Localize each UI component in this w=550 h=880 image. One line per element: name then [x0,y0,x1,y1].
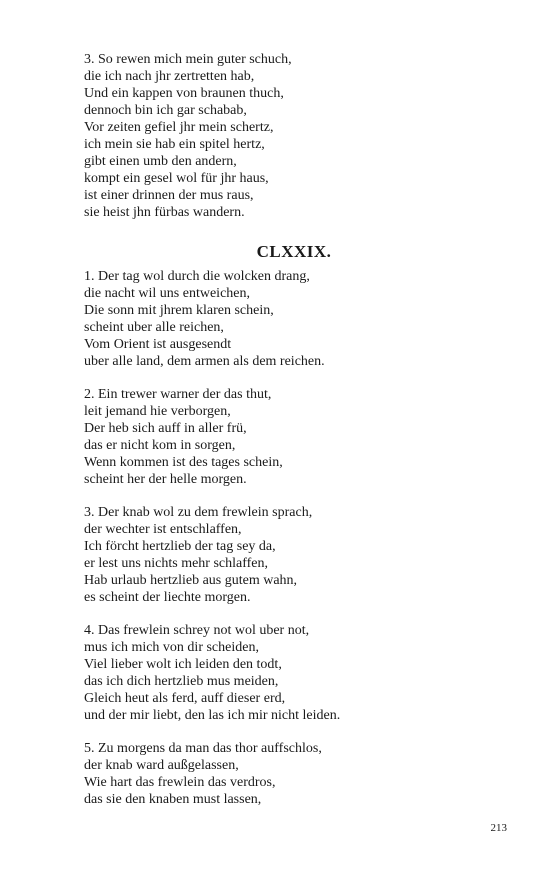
verse-line: sie heist jhn fürbas wandern. [84,205,245,220]
song-number-heading: CLXXIX. [256,242,332,261]
verse-line: Die sonn mit jhrem klaren schein, [84,303,274,318]
verse-line: das ich dich hertzlieb mus meiden, [84,674,279,689]
stanza-1 [84,268,325,370]
verse-line: Gleich heut als ferd, auff dieser erd, [84,691,286,706]
verse-line: Vom Orient ist ausgesendt [84,337,232,352]
verse-line: ist einer drinnen der mus raus, [84,188,254,203]
verse-line: ich mein sie hab ein spitel hertz, [84,137,265,152]
verse-line: die nacht wil uns entweichen, [84,286,251,301]
page-number: 213 [490,822,507,834]
verse-line: scheint uber alle reichen, [84,320,224,335]
verse-line: Ich förcht hertzlieb der tag sey da, [84,539,276,554]
verse-line: Wenn kommen ist des tages schein, [84,455,283,470]
verse-line: 3. So rewen mich mein guter schuch, [84,52,292,67]
stanza-3-previous-song [84,51,292,221]
verse-line: Viel lieber wolt ich leiden den todt, [84,657,282,672]
stanza-5 [84,740,322,808]
verse-line: der wechter ist entschlaffen, [84,522,242,537]
verse-line: Vor zeiten gefiel jhr mein schertz, [84,120,274,135]
verse-line: dennoch bin ich gar schabab, [84,103,247,118]
verse-line: und der mir liebt, den las ich mir nicht leiden. [84,708,341,723]
verse-line: gibt einen umb den andern, [84,154,237,169]
verse-line: 3. Der knab wol zu dem frewlein sprach, [84,505,313,520]
verse-line: der knab ward außgelassen, [84,758,239,773]
verse-line: 5. Zu morgens da man das thor auffschlos, [84,741,322,756]
stanza-2 [84,386,283,488]
verse-line: Hab urlaub hertzlieb aus gutem wahn, [84,573,298,588]
verse-line: die ich nach jhr zertretten hab, [84,69,255,84]
verse-line: das er nicht kom in sorgen, [84,438,236,453]
verse-line: 1. Der tag wol durch die wolcken drang, [84,269,310,284]
verse-line: er lest uns nichts mehr schlaffen, [84,556,269,571]
verse-line: Und ein kappen von braunen thuch, [84,86,284,101]
verse-line: das sie den knaben must lassen, [84,792,262,807]
verse-line: scheint her der helle morgen. [84,472,247,487]
verse-line: Wie hart das frewlein das verdros, [84,775,276,790]
stanza-4 [84,622,340,724]
verse-line: Der heb sich auff in aller frü, [84,421,247,436]
stanza-3 [84,504,312,606]
verse-line: uber alle land, dem armen als dem reichen. [84,354,325,369]
verse-line: es scheint der liechte morgen. [84,590,251,605]
verse-line: kompt ein gesel wol für jhr haus, [84,171,269,186]
verse-line: 2. Ein trewer warner der das thut, [84,387,272,402]
verse-line: mus ich mich von dir scheiden, [84,640,259,655]
verse-line: 4. Das frewlein schrey not wol uber not, [84,623,310,638]
verse-line: leit jemand hie verborgen, [84,404,231,419]
